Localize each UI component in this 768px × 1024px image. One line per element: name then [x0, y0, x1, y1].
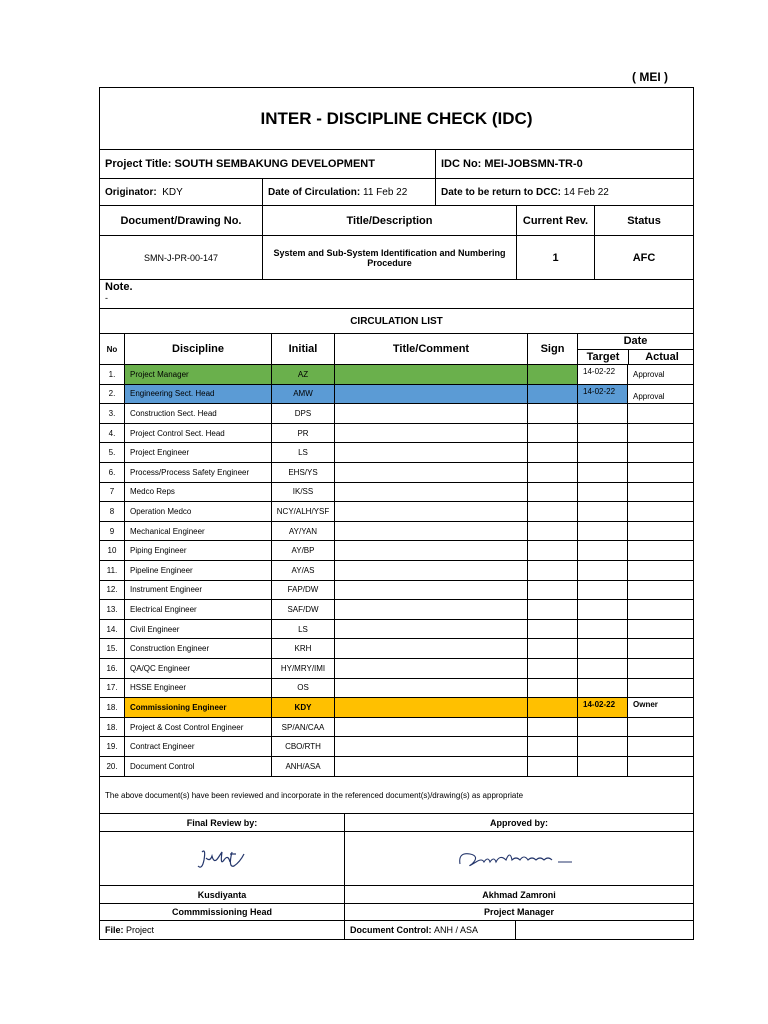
circulation-title: CIRCULATION LIST — [350, 315, 443, 327]
cell-initial: FAP/DW — [271, 581, 334, 600]
cell-discipline: QA/QC Engineer — [124, 659, 271, 678]
cell-discipline: Project Engineer — [124, 443, 271, 462]
cell-discipline: Engineering Sect. Head — [124, 385, 271, 404]
cell-sign — [527, 757, 577, 776]
table-row — [100, 620, 693, 640]
cell-initial: IK/SS — [271, 483, 334, 502]
cell-sign — [527, 581, 577, 600]
cell-actual — [627, 561, 693, 580]
cell-no: 1. — [108, 369, 116, 379]
cell-initial: HY/MRY/IMI — [271, 659, 334, 678]
cell-initial: AZ — [271, 365, 334, 384]
cell-sign — [527, 718, 577, 737]
cell-sign — [527, 404, 577, 423]
cell-no: 17. — [106, 683, 118, 693]
file-label: File: — [105, 925, 124, 935]
cell-target — [577, 522, 627, 541]
cell-discipline: Instrument Engineer — [124, 581, 271, 600]
cell-discipline: Process/Process Safety Engineer — [124, 463, 271, 482]
cell-initial: AMW — [271, 385, 334, 404]
cell-discipline: Project & Cost Control Engineer — [124, 718, 271, 737]
cell-no: 12. — [106, 585, 118, 595]
cell-discipline: Construction Engineer — [124, 639, 271, 658]
document-header-row — [100, 206, 693, 236]
cell-comment — [334, 404, 527, 423]
cell-no: 4. — [108, 428, 116, 438]
cell-initial: CBO/RTH — [271, 737, 334, 756]
idc-form — [99, 87, 694, 940]
cell-comment — [334, 639, 527, 658]
cell-no: 3. — [108, 408, 116, 418]
cell-comment — [334, 561, 527, 580]
approver-signature — [344, 832, 693, 885]
final-review-label: Final Review by: — [186, 817, 258, 828]
circulation-title-row — [100, 309, 693, 334]
approved-label: Approved by: — [344, 814, 693, 831]
cell-discipline: Medco Reps — [124, 483, 271, 502]
no-header: No — [106, 344, 118, 354]
doc-control-label: Document Control: — [350, 925, 432, 935]
document-description: System and Sub-System Identification and Numbering Procedure — [262, 236, 516, 279]
table-row — [100, 424, 693, 444]
project-label: Project Title: — [105, 158, 172, 170]
cell-initial: EHS/YS — [271, 463, 334, 482]
cell-actual — [627, 659, 693, 678]
cell-actual — [627, 483, 693, 502]
cell-no: 14. — [106, 624, 118, 634]
table-row — [100, 639, 693, 659]
return-date-value: 14 Feb 22 — [563, 186, 609, 198]
statement-row — [100, 777, 693, 814]
cell-comment — [334, 483, 527, 502]
cell-discipline: Commissioning Engineer — [124, 698, 271, 717]
table-row — [100, 522, 693, 542]
table-row — [100, 365, 693, 385]
cell-initial: LS — [271, 620, 334, 639]
idc-label: IDC No: — [441, 158, 482, 170]
approver-name: Akhmad Zamroni — [344, 886, 693, 903]
cell-target — [577, 679, 627, 698]
cell-actual — [627, 737, 693, 756]
rev-header: Current Rev. — [516, 206, 594, 235]
cell-sign — [527, 502, 577, 521]
document-tag: ( MEI ) — [632, 70, 668, 84]
table-row — [100, 385, 693, 405]
cell-initial: AY/AS — [271, 561, 334, 580]
title-header: Title/Description — [262, 206, 516, 235]
discipline-header: Discipline — [124, 334, 271, 364]
cell-initial: KRH — [271, 639, 334, 658]
cell-target — [577, 541, 627, 560]
cell-sign — [527, 522, 577, 541]
cell-discipline: HSSE Engineer — [124, 679, 271, 698]
cell-sign — [527, 698, 577, 717]
table-row — [100, 679, 693, 699]
cell-comment — [334, 698, 527, 717]
cell-no: 6. — [108, 467, 116, 477]
form-title: INTER - DISCIPLINE CHECK (IDC) — [260, 108, 533, 128]
originator-row — [100, 179, 693, 206]
cell-comment — [334, 522, 527, 541]
signature-row — [100, 832, 693, 886]
list-header-row — [100, 334, 693, 365]
cell-initial: SAF/DW — [271, 600, 334, 619]
cell-no: 18. — [106, 702, 118, 712]
sign-header: Sign — [527, 334, 577, 364]
cell-target — [577, 404, 627, 423]
cell-target — [577, 581, 627, 600]
approver-position: Project Manager — [344, 904, 693, 920]
project-row — [100, 150, 693, 179]
cell-no: 19. — [106, 742, 118, 752]
cell-initial: PR — [271, 424, 334, 443]
cell-target — [577, 561, 627, 580]
return-date-label: Date to be return to DCC: — [441, 186, 561, 198]
cell-target: 14-02-22 — [577, 385, 627, 404]
cell-comment — [334, 737, 527, 756]
note-row — [100, 280, 693, 309]
table-row — [100, 443, 693, 463]
status-header: Status — [594, 206, 693, 235]
cell-no: 7 — [109, 487, 115, 497]
cell-comment — [334, 581, 527, 600]
cell-discipline: Operation Medco — [124, 502, 271, 521]
cell-discipline: Civil Engineer — [124, 620, 271, 639]
cell-comment — [334, 679, 527, 698]
empty-cell — [515, 921, 693, 939]
table-row — [100, 463, 693, 483]
cell-actual — [627, 718, 693, 737]
cell-comment — [334, 757, 527, 776]
cell-comment — [334, 659, 527, 678]
cell-target — [577, 718, 627, 737]
cell-discipline: Piping Engineer — [124, 541, 271, 560]
cell-initial: KDY — [271, 698, 334, 717]
cell-initial: OS — [271, 679, 334, 698]
file-value: Project — [126, 925, 155, 935]
cell-sign — [527, 561, 577, 580]
cell-target: 14-02-22 — [577, 698, 627, 717]
cell-initial: NCY/ALH/YSF — [271, 502, 334, 521]
initial-header: Initial — [271, 334, 334, 364]
cell-target — [577, 757, 627, 776]
cell-comment — [334, 385, 527, 404]
cell-sign — [527, 737, 577, 756]
cell-sign — [527, 443, 577, 462]
name-row — [100, 886, 693, 904]
cell-discipline: Contract Engineer — [124, 737, 271, 756]
idc-value: MEI-JOBSMN-TR-0 — [484, 158, 583, 170]
cell-sign — [527, 424, 577, 443]
cell-target — [577, 600, 627, 619]
cell-actual — [627, 443, 693, 462]
cell-target — [577, 737, 627, 756]
cell-actual — [627, 581, 693, 600]
cell-sign — [527, 620, 577, 639]
cell-actual — [627, 522, 693, 541]
cell-target — [577, 443, 627, 462]
cell-no: 8 — [109, 506, 115, 516]
cell-discipline: Pipeline Engineer — [124, 561, 271, 580]
approver-signature-mark — [454, 844, 584, 874]
cell-discipline: Project Manager — [124, 365, 271, 384]
cell-sign — [527, 639, 577, 658]
table-row — [100, 581, 693, 601]
cell-discipline: Document Control — [124, 757, 271, 776]
cell-sign — [527, 541, 577, 560]
table-row — [100, 718, 693, 738]
cell-comment — [334, 600, 527, 619]
date-header: Date — [578, 334, 693, 350]
cell-actual: Approval — [627, 385, 693, 404]
cell-actual — [627, 541, 693, 560]
cell-comment — [334, 502, 527, 521]
cell-comment — [334, 541, 527, 560]
cell-comment — [334, 718, 527, 737]
cell-initial: ANH/ASA — [271, 757, 334, 776]
table-row — [100, 404, 693, 424]
date-header-group — [577, 334, 693, 364]
document-number: SMN-J-PR-00-147 — [143, 252, 219, 263]
cell-initial: SP/AN/CAA — [271, 718, 334, 737]
cell-sign — [527, 483, 577, 502]
cell-target — [577, 483, 627, 502]
cell-comment — [334, 443, 527, 462]
document-rev: 1 — [516, 236, 594, 279]
cell-initial: AY/YAN — [271, 522, 334, 541]
cell-no: 5. — [108, 448, 116, 458]
document-row — [100, 236, 693, 280]
table-row — [100, 659, 693, 679]
cell-target — [577, 659, 627, 678]
table-row — [100, 483, 693, 503]
table-row — [100, 600, 693, 620]
cell-comment — [334, 620, 527, 639]
cell-actual: Owner — [627, 698, 693, 717]
table-row — [100, 757, 693, 777]
cell-comment — [334, 365, 527, 384]
cell-discipline: Construction Sect. Head — [124, 404, 271, 423]
note-text: - — [105, 293, 108, 303]
cell-target — [577, 463, 627, 482]
originator-value: KDY — [162, 186, 183, 198]
title-row — [100, 88, 693, 150]
table-row — [100, 698, 693, 718]
cell-discipline: Project Control Sect. Head — [124, 424, 271, 443]
cell-no: 16. — [106, 663, 118, 673]
file-row — [100, 921, 693, 939]
cell-initial: AY/BP — [271, 541, 334, 560]
cell-no: 13. — [106, 604, 118, 614]
reviewer-signature — [100, 832, 344, 885]
document-status: AFC — [594, 236, 693, 279]
cell-no: 15. — [106, 644, 118, 654]
project-value: SOUTH SEMBAKUNG DEVELOPMENT — [174, 158, 375, 170]
cell-actual — [627, 502, 693, 521]
cell-comment — [334, 463, 527, 482]
cell-discipline: Mechanical Engineer — [124, 522, 271, 541]
table-row — [100, 737, 693, 757]
table-row — [100, 502, 693, 522]
cell-initial: DPS — [271, 404, 334, 423]
position-row — [100, 904, 693, 921]
table-row — [100, 541, 693, 561]
cell-no: 18. — [106, 722, 118, 732]
cell-no: 10 — [107, 546, 117, 556]
note-label: Note. — [105, 281, 133, 293]
table-row — [100, 561, 693, 581]
reviewer-position: Commmissioning Head — [171, 907, 272, 917]
cell-no: 2. — [108, 389, 116, 399]
cell-sign — [527, 659, 577, 678]
reviewer-name: Kusdiyanta — [197, 889, 247, 900]
actual-header: Actual — [628, 350, 693, 364]
cell-no: 11. — [106, 565, 118, 575]
cell-comment — [334, 424, 527, 443]
cell-actual — [627, 424, 693, 443]
cell-actual — [627, 404, 693, 423]
cell-sign — [527, 463, 577, 482]
cell-no: 9 — [109, 526, 115, 536]
cell-target — [577, 424, 627, 443]
cell-target — [577, 620, 627, 639]
doc-no-header: Document/Drawing No. — [120, 214, 242, 227]
review-statement: The above document(s) have been reviewed and incorporate in the referenced document(s)/drawing(s) as appropriate — [105, 790, 524, 800]
cell-actual — [627, 679, 693, 698]
cell-actual — [627, 463, 693, 482]
cell-target — [577, 502, 627, 521]
doc-control-value: ANH / ASA — [434, 925, 479, 935]
cell-actual — [627, 600, 693, 619]
cell-target: 14-02-22 — [577, 365, 627, 384]
originator-label: Originator: — [105, 186, 157, 198]
reviewer-signature-mark — [192, 844, 252, 874]
cell-discipline: Electrical Engineer — [124, 600, 271, 619]
cell-sign — [527, 365, 577, 384]
cell-no: 20. — [106, 761, 118, 771]
comment-header: Title/Comment — [334, 334, 527, 364]
cell-actual — [627, 639, 693, 658]
cell-actual — [627, 620, 693, 639]
cell-initial: LS — [271, 443, 334, 462]
cell-actual: Approval — [627, 365, 693, 384]
cell-target — [577, 639, 627, 658]
cell-actual — [627, 757, 693, 776]
target-header: Target — [586, 351, 620, 363]
cell-sign — [527, 385, 577, 404]
signoff-header-row — [100, 814, 693, 832]
cell-sign — [527, 679, 577, 698]
cell-sign — [527, 600, 577, 619]
circulation-date-value: 11 Feb 22 — [363, 186, 408, 198]
circulation-date-label: Date of Circulation: — [268, 186, 361, 198]
